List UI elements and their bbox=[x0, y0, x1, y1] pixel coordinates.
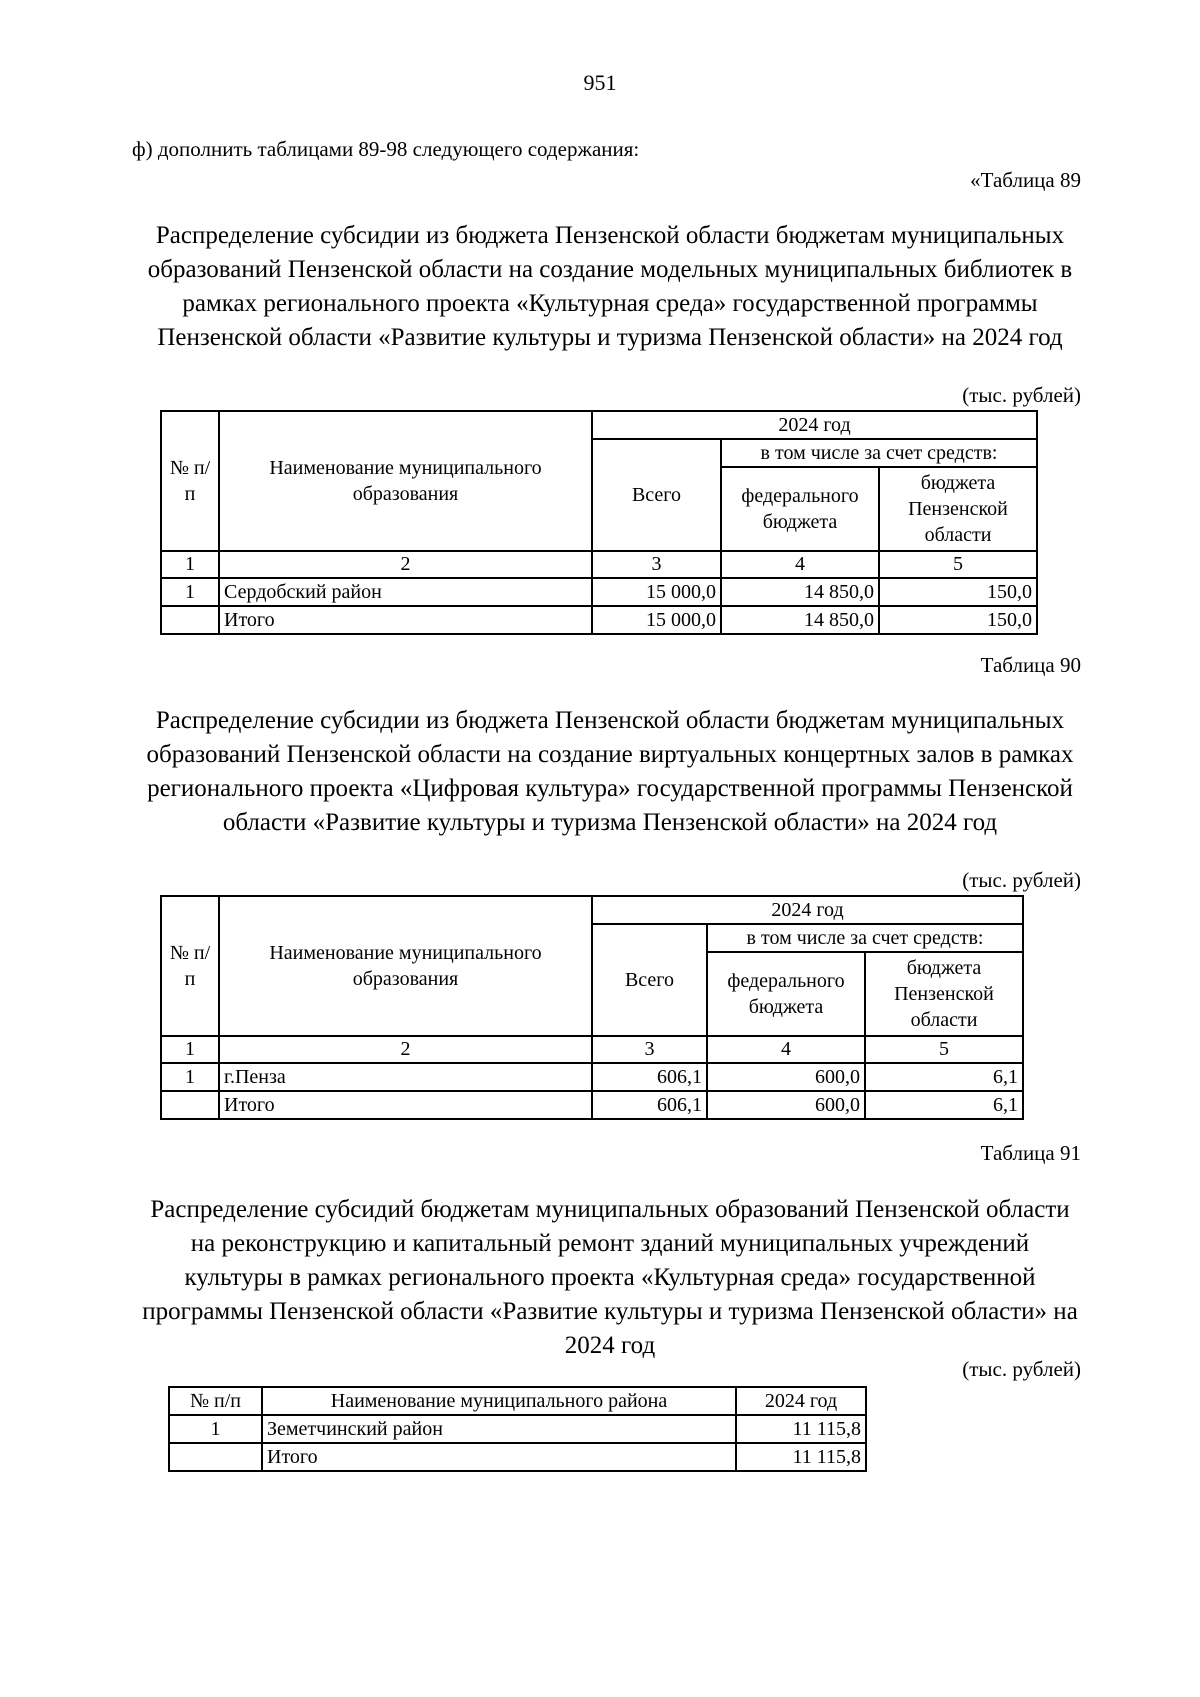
header-regional: бюджета Пензенской области bbox=[879, 467, 1037, 551]
row-total: 606,1 bbox=[592, 1063, 707, 1091]
table-90-title: Распределение субсидии из бюджета Пензенской области бюджетам муниципальных образований Пензенской области на создание виртуальных концертных залов в рамках регионального проекта «Цифровая культура» государственной программы Пензенской области «Развитие культуры и туризма Пензенской области» на 2024 год bbox=[146, 707, 1074, 836]
col-number: 2 bbox=[219, 1036, 592, 1063]
row-num: 1 bbox=[161, 1063, 219, 1091]
row-num bbox=[161, 606, 219, 634]
col-number: 1 bbox=[161, 1036, 219, 1063]
header-federal: федерального бюджета bbox=[707, 952, 865, 1036]
row-regional: 150,0 bbox=[879, 578, 1037, 606]
row-federal: 600,0 bbox=[707, 1091, 865, 1119]
table-row-total bbox=[161, 1091, 1023, 1119]
table-91 bbox=[168, 1386, 867, 1472]
table-row-total bbox=[169, 1443, 866, 1471]
row-regional: 150,0 bbox=[879, 606, 1037, 634]
row-name: Итого bbox=[219, 1091, 592, 1119]
row-num: 1 bbox=[169, 1415, 262, 1443]
col-number: 3 bbox=[592, 1036, 707, 1063]
header-num: № п/п bbox=[161, 411, 219, 551]
header-name: Наименование муниципального образования bbox=[219, 896, 592, 1036]
header-total: Всего bbox=[592, 439, 721, 551]
col-number: 4 bbox=[707, 1036, 865, 1063]
header-total: Всего bbox=[592, 924, 707, 1036]
col-number: 1 bbox=[161, 551, 219, 578]
header-federal: федерального бюджета bbox=[721, 467, 879, 551]
row-num: 1 bbox=[161, 578, 219, 606]
header-year: 2024 год bbox=[592, 896, 1023, 924]
table-row bbox=[161, 1063, 1023, 1091]
row-value: 11 115,8 bbox=[736, 1415, 866, 1443]
row-total: 606,1 bbox=[592, 1091, 707, 1119]
header-regional: бюджета Пензенской области bbox=[865, 952, 1023, 1036]
row-regional: 6,1 bbox=[865, 1063, 1023, 1091]
table-90-unit: (тыс. рублей) bbox=[962, 868, 1081, 892]
table-90-label: Таблица 90 bbox=[980, 653, 1081, 677]
row-value: 11 115,8 bbox=[736, 1443, 866, 1471]
row-federal: 600,0 bbox=[707, 1063, 865, 1091]
col-number: 5 bbox=[865, 1036, 1023, 1063]
table-90 bbox=[160, 895, 1024, 1120]
header-num: № п/п bbox=[161, 896, 219, 1036]
row-total: 15 000,0 bbox=[592, 606, 721, 634]
table-89 bbox=[160, 410, 1038, 635]
header-num: № п/п bbox=[169, 1387, 262, 1415]
header-including: в том числе за счет средств: bbox=[707, 924, 1023, 952]
row-name: Итого bbox=[262, 1443, 736, 1471]
page-number: 951 bbox=[583, 70, 617, 95]
row-regional: 6,1 bbox=[865, 1091, 1023, 1119]
table-91-title: Распределение субсидий бюджетам муниципальных образований Пензенской области на реконструкцию и капитальный ремонт зданий муниципальных учреждений культуры в рамках регионального проекта «Культурная среда» государственной программы Пензенской области «Развитие культуры и туризма Пензенской области» на 2024 год bbox=[142, 1196, 1078, 1359]
col-number: 3 bbox=[592, 551, 721, 578]
intro-text: ф) дополнить таблицами 89-98 следующего содержания: bbox=[132, 137, 640, 161]
row-num bbox=[169, 1443, 262, 1471]
col-number: 5 bbox=[879, 551, 1037, 578]
table-89-title: Распределение субсидии из бюджета Пензенской области бюджетам муниципальных образований Пензенской области на создание модельных муниципальных библиотек в рамках регионального проекта «Культурная среда» государственной программы Пензенской области «Развитие культуры и туризма Пензенской области» на 2024 год bbox=[147, 222, 1073, 351]
row-name: Земетчинский район bbox=[262, 1415, 736, 1443]
table-91-unit: (тыс. рублей) bbox=[962, 1357, 1081, 1381]
row-name: г.Пенза bbox=[219, 1063, 592, 1091]
table-89-unit: (тыс. рублей) bbox=[962, 383, 1081, 407]
header-name: Наименование муниципального района bbox=[262, 1387, 736, 1415]
col-number: 4 bbox=[721, 551, 879, 578]
col-number: 2 bbox=[219, 551, 592, 578]
header-year: 2024 год bbox=[736, 1387, 866, 1415]
table-row bbox=[169, 1415, 866, 1443]
table-89-label: «Таблица 89 bbox=[970, 168, 1081, 192]
row-name: Итого bbox=[219, 606, 592, 634]
table-row-total bbox=[161, 606, 1037, 634]
header-year: 2024 год bbox=[592, 411, 1037, 439]
row-num bbox=[161, 1091, 219, 1119]
table-91-label: Таблица 91 bbox=[980, 1141, 1081, 1165]
row-total: 15 000,0 bbox=[592, 578, 721, 606]
table-row bbox=[161, 578, 1037, 606]
row-name: Сердобский район bbox=[219, 578, 592, 606]
row-federal: 14 850,0 bbox=[721, 578, 879, 606]
header-name: Наименование муниципального образования bbox=[219, 411, 592, 551]
header-including: в том числе за счет средств: bbox=[721, 439, 1037, 467]
row-federal: 14 850,0 bbox=[721, 606, 879, 634]
